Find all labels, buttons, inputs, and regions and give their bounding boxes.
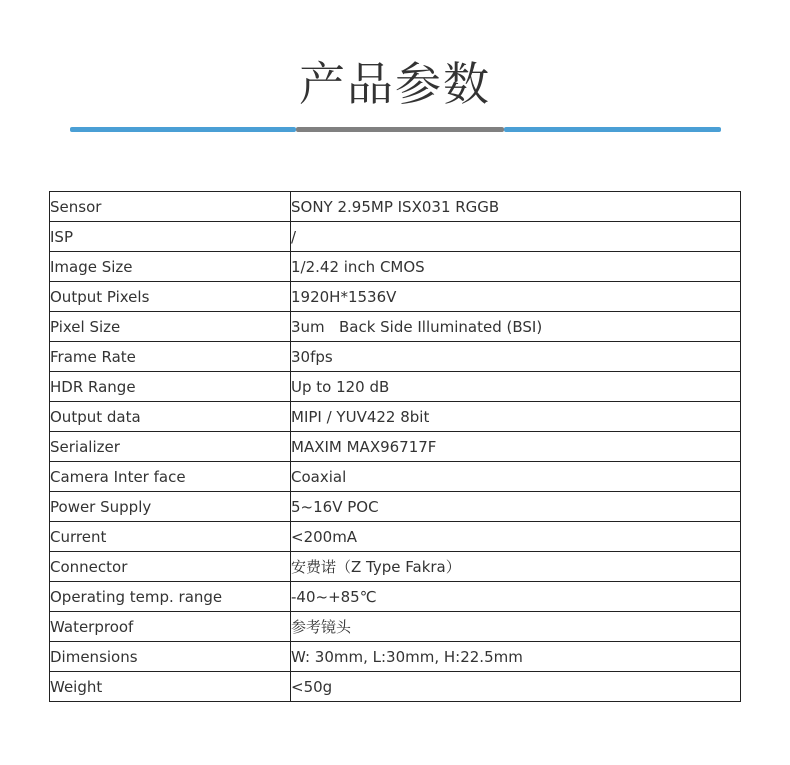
spec-value: Up to 120 dB [291,372,741,402]
table-row [50,372,741,402]
spec-value: Coaxial [291,462,741,492]
spec-label: Operating temp. range [50,582,291,612]
spec-value: 30fps [291,342,741,372]
spec-label: Pixel Size [50,312,291,342]
spec-value: 安费诺（Z Type Fakra） [291,552,741,582]
table-row [50,582,741,612]
table-row [50,492,741,522]
spec-label: Output data [50,402,291,432]
spec-value: MAXIM MAX96717F [291,432,741,462]
table-row [50,192,741,222]
spec-table [49,191,741,702]
spec-label: Waterproof [50,612,291,642]
table-row [50,522,741,552]
spec-label: Connector [50,552,291,582]
spec-label: Camera Inter face [50,462,291,492]
divider-segment-middle [296,127,504,132]
spec-label: Power Supply [50,492,291,522]
table-row [50,552,741,582]
table-row [50,462,741,492]
spec-value: 参考镜头 [291,612,741,642]
divider-segment-left [70,127,296,132]
spec-label: Image Size [50,252,291,282]
table-row [50,402,741,432]
table-row [50,282,741,312]
title-divider [70,127,721,132]
spec-value: <50g [291,672,741,702]
page-title: 产品参数 [299,57,491,111]
spec-label: Frame Rate [50,342,291,372]
spec-label: HDR Range [50,372,291,402]
spec-value: <200mA [291,522,741,552]
table-row [50,222,741,252]
spec-label: Output Pixels [50,282,291,312]
spec-value: SONY 2.95MP ISX031 RGGB [291,192,741,222]
spec-label: Weight [50,672,291,702]
spec-value: 3um Back Side Illuminated (BSI) [291,312,741,342]
spec-value: -40~+85℃ [291,582,741,612]
spec-value: W: 30mm, L:30mm, H:22.5mm [291,642,741,672]
table-row [50,342,741,372]
table-row [50,312,741,342]
spec-value: 1920H*1536V [291,282,741,312]
spec-value: 1/2.42 inch CMOS [291,252,741,282]
table-row [50,672,741,702]
spec-label: ISP [50,222,291,252]
spec-label: Serializer [50,432,291,462]
spec-label: Sensor [50,192,291,222]
spec-value: 5~16V POC [291,492,741,522]
table-row [50,432,741,462]
table-row [50,642,741,672]
spec-label: Current [50,522,291,552]
table-row [50,612,741,642]
spec-label: Dimensions [50,642,291,672]
table-row [50,252,741,282]
spec-value: / [291,222,741,252]
spec-table-body [50,192,741,702]
spec-value: MIPI / YUV422 8bit [291,402,741,432]
divider-segment-right [504,127,721,132]
